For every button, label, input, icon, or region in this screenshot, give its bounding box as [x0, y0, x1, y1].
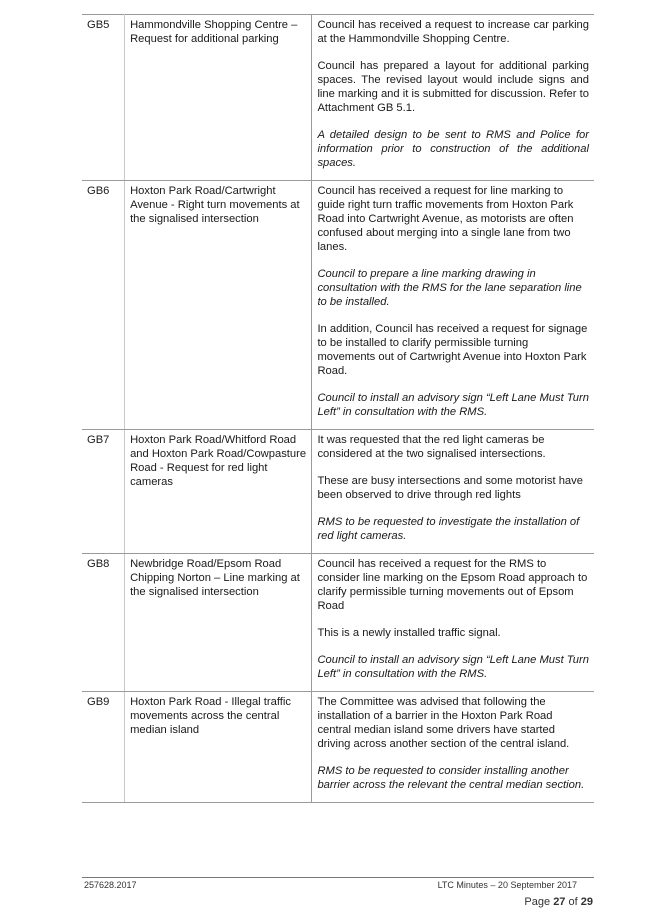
item-discussion [312, 15, 594, 181]
action-paragraph: RMS to be requested to consider installing another barrier across the relevant the central median section. [317, 765, 585, 791]
page-of: of [568, 896, 578, 908]
table-row [82, 692, 594, 803]
document-reference: 257628.2017 [84, 880, 137, 890]
action-paragraph: RMS to be requested to investigate the installation of red light cameras. [317, 516, 580, 542]
discussion-paragraph: The Committee was advised that following the installation of a barrier in the Hoxton Park Road central median island some drivers have started driving across another section of the central island. [317, 696, 570, 750]
discussion-paragraph: Council has received a request to increase car parking at the Hammondville Shopping Centre. [317, 19, 589, 45]
table-row [82, 430, 594, 554]
item-subject: Hoxton Park Road/Cartwright Avenue - Right turn movements at the signalised intersection [125, 181, 312, 430]
item-subject: Hammondville Shopping Centre – Request for additional parking [125, 15, 312, 181]
discussion-paragraph: Council has received a request for line marking to guide right turn traffic movements from Hoxton Park Road into Cartwright Avenue, as motorists are often confused about merging into a single lane from two lanes. [317, 185, 574, 253]
item-discussion [312, 430, 594, 554]
minutes-page [82, 14, 594, 803]
discussion-paragraph: Council has prepared a layout for additional parking spaces. The revised layout would include signs and line marking and it is submitted for discussion. Refer to Attachment GB 5.1. [317, 60, 589, 114]
general-business-table [82, 14, 594, 803]
footer-divider [82, 877, 594, 878]
page-number [524, 896, 593, 908]
item-number: GB6 [82, 181, 125, 430]
item-subject: Hoxton Park Road/Whitford Road and Hoxton Park Road/Cowpasture Road - Request for red light cameras [125, 430, 312, 554]
discussion-paragraph: This is a newly installed traffic signal. [317, 627, 501, 639]
item-number: GB7 [82, 430, 125, 554]
discussion-paragraph: It was requested that the red light cameras be considered at the two signalised intersections. [317, 434, 546, 460]
action-paragraph: A detailed design to be sent to RMS and Police for information prior to construction of the additional spaces. [317, 129, 589, 169]
item-number: GB5 [82, 15, 125, 181]
table-row [82, 15, 594, 181]
item-discussion [312, 554, 594, 692]
table-row [82, 554, 594, 692]
item-number: GB9 [82, 692, 125, 803]
discussion-paragraph: In addition, Council has received a request for signage to be installed to clarify permissible turning movements out of Cartwright Avenue into Hoxton Park Road. [317, 323, 588, 377]
table-row [82, 181, 594, 430]
item-number: GB8 [82, 554, 125, 692]
action-paragraph: Council to install an advisory sign “Left Lane Must Turn Left” in consultation with the RMS. [317, 654, 589, 680]
discussion-paragraph: Council has received a request for the RMS to consider line marking on the Epsom Road approach to clarify permissible turning movements out of Epsom Road [317, 558, 588, 612]
action-paragraph: Council to install an advisory sign “Left Lane Must Turn Left” in consultation with the RMS. [317, 392, 589, 418]
discussion-paragraph: These are busy intersections and some motorist have been observed to drive through red lights [317, 475, 583, 501]
item-subject: Newbridge Road/Epsom Road Chipping Norton – Line marking at the signalised intersection [125, 554, 312, 692]
item-discussion [312, 181, 594, 430]
action-paragraph: Council to prepare a line marking drawing in consultation with the RMS for the lane separation line to be installed. [317, 268, 582, 308]
item-subject: Hoxton Park Road - Illegal traffic movements across the central median island [125, 692, 312, 803]
page-current: 27 [553, 896, 566, 908]
item-discussion [312, 692, 594, 803]
page-label: Page [524, 896, 551, 908]
footer-title: LTC Minutes – 20 September 2017 [437, 880, 577, 890]
page-total: 29 [580, 896, 593, 908]
